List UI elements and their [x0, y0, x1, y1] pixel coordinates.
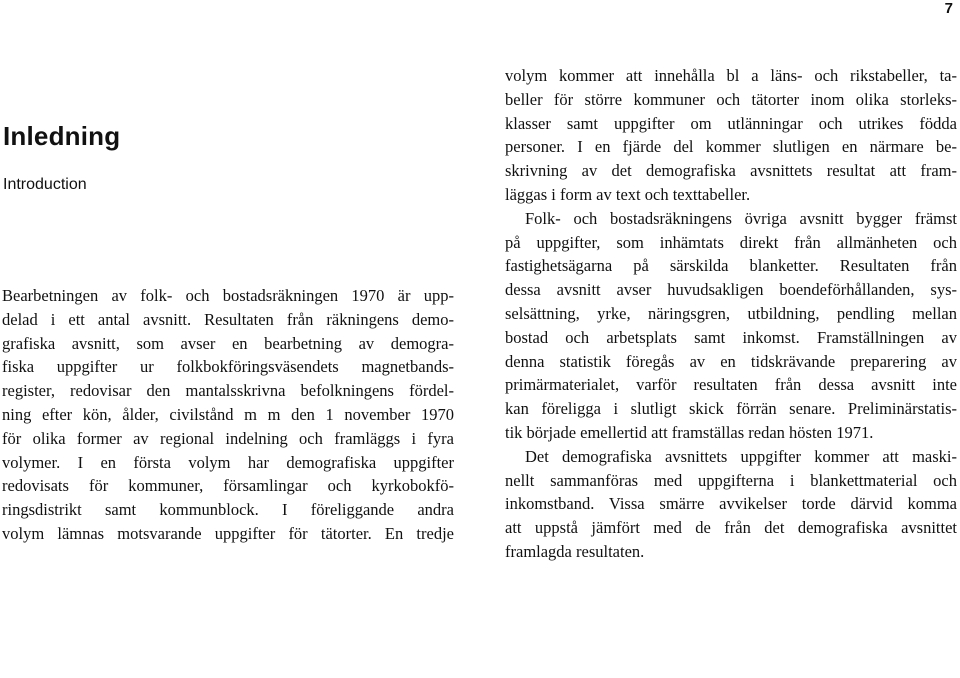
section-heading: Inledning — [3, 121, 121, 151]
text-line: på uppgifter, som inhämtats direkt från allmänheten och — [505, 232, 957, 252]
text-line: register, redovisar den mantalsskrivna befolkningens fördel- — [2, 381, 454, 401]
right-text-column — [505, 64, 957, 564]
text-line: beller för större kommuner och tätorter inom olika storleks- — [505, 89, 957, 109]
text-line: volym kommer att innehålla bl a läns- och rikstabeller, ta- — [505, 66, 957, 85]
text-line: kan föreligga i slutligt skick förrän senare. Preliminärstatis- — [505, 399, 957, 419]
text-line: framlagda resultaten. — [505, 541, 645, 561]
text-line: Bearbetningen av folk- och bostadsräkningen 1970 är upp- — [2, 286, 454, 305]
text-line: fiska uppgifter ur folkbokföringsväsendets magnetbands- — [2, 357, 454, 377]
section-subheading: Introduction — [3, 176, 87, 193]
text-line: tik började emellertid att framställas redan hösten 1971. — [505, 422, 874, 442]
text-line: denna statistik föregås av en tidskrävande preparering av — [505, 351, 957, 371]
text-line: primärmaterialet, varför resultaten från dessa avsnitt inte — [505, 375, 957, 395]
text-line: personer. I en fjärde del kommer slutligen en närmare be- — [505, 137, 957, 157]
text-line: läggas i form av text och texttabeller. — [505, 184, 751, 204]
text-line: skrivning av det demografiska avsnittets resultat att fram- — [505, 161, 957, 181]
text-line: delad i ett antal avsnitt. Resultaten från räkningens demo- — [2, 309, 454, 329]
text-line: nellt sammanföras med uppgifterna i blankettmaterial och — [505, 470, 957, 490]
text-line: klasser samt uppgifter om utlänningar och utrikes födda — [505, 113, 957, 133]
text-line: bostad och arbetsplats samt inkomst. Framställningen av — [505, 327, 957, 347]
text-line: redovisats för kommuner, församlingar och kyrkobokfö- — [2, 476, 454, 496]
text-line: selsättning, yrke, näringsgren, utbildning, pendling mellan — [505, 303, 957, 323]
text-line: volym lämnas motsvarande uppgifter för tätorter. En tredje — [2, 523, 454, 543]
text-line: inkomstband. Vissa smärre avvikelser torde därvid komma — [505, 494, 957, 514]
text-line: Folk- och bostadsräkningens övriga avsnitt bygger främst — [525, 208, 957, 228]
text-line: Det demografiska avsnittets uppgifter kommer att maski- — [525, 446, 957, 466]
text-line: ning efter kön, ålder, civilstånd m m den 1 november 1970 — [2, 404, 454, 424]
text-line: ringsdistrikt samt kommunblock. I föreliggande andra — [2, 500, 454, 520]
text-line: att uppstå jämfört med de från det demografiska avsnittet — [505, 518, 957, 538]
page-number: 7 — [944, 0, 953, 17]
text-line: fastighetsägarna på särskilda blanketter. Resultaten från — [505, 256, 957, 276]
left-text-column — [2, 284, 454, 546]
text-line: volymer. I en första volym har demografiska uppgifter — [2, 452, 454, 472]
text-line: grafiska avsnitt, som avser en bearbetning av demogra- — [2, 333, 454, 353]
text-line: för olika former av regional indelning och framläggs i fyra — [2, 428, 454, 448]
text-line: dessa avsnitt avser huvudsakligen boendeförhållanden, sys- — [505, 280, 957, 300]
